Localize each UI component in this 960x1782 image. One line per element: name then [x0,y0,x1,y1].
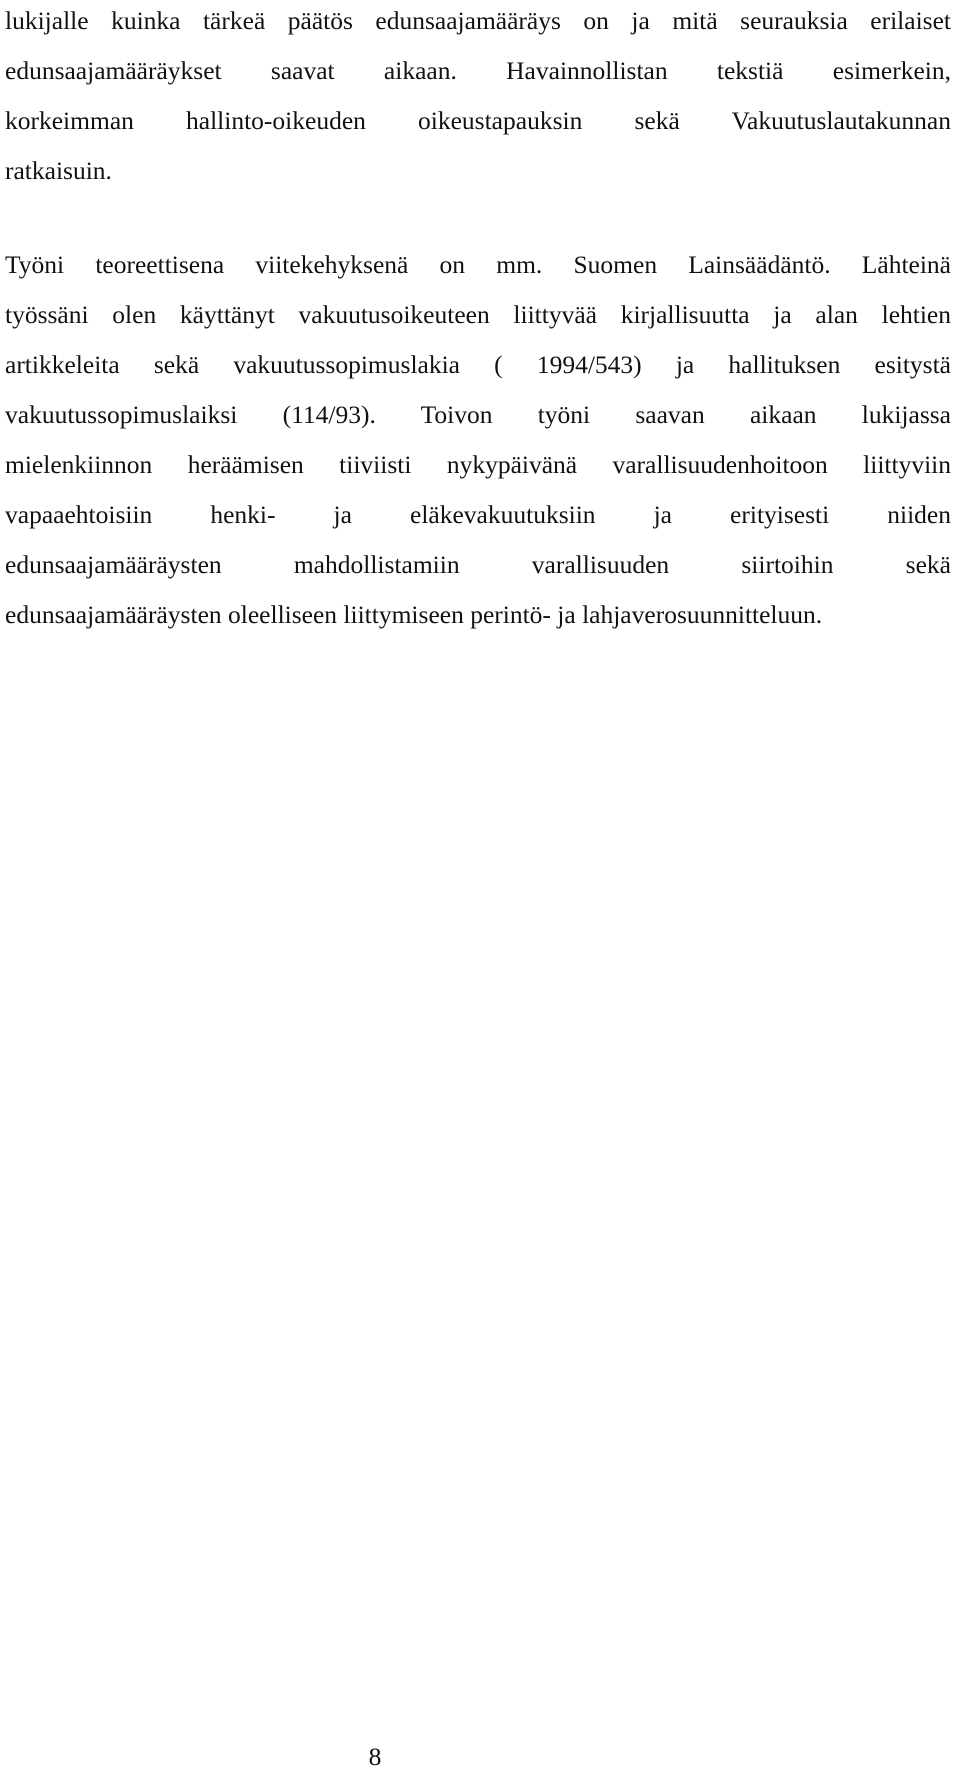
text-line: edunsaajamääräysten mahdollistamiin varallisuuden siirtoihin sekä [5,550,951,579]
text-line: mielenkiinnon heräämisen tiiviisti nykypäivänä varallisuudenhoitoon liittyviin [5,450,951,479]
text-line: työssäni olen käyttänyt vakuutusoikeuteen liittyvää kirjallisuutta ja alan lehtien [5,300,951,329]
page-number [5,1742,951,1772]
text-line: korkeimman hallinto-oikeuden oikeustapauksin sekä Vakuutuslautakunnan [5,106,951,135]
paragraph-framework [5,240,951,640]
text-line: vakuutussopimuslaiksi (114/93). Toivon työni saavan aikaan lukijassa [5,400,951,429]
text-line: artikkeleita sekä vakuutussopimuslakia ( 1994/543) ja hallituksen esitystä [5,350,951,379]
paragraph-intro [5,0,951,196]
text-line: edunsaajamääräykset saavat aikaan. Havainnollistan tekstiä esimerkein, [5,56,951,85]
text-line: ratkaisuin. [5,156,112,185]
page-number-label: 8 [368,1742,382,1771]
text-line: Työni teoreettisena viitekehyksenä on mm. Suomen Lainsäädäntö. Lähteinä [5,250,951,279]
text-line: vapaaehtoisiin henki- ja eläkevakuutuksiin ja erityisesti niiden [5,500,951,529]
text-line: edunsaajamääräysten oleelliseen liittymiseen perintö- ja lahjaverosuunnitteluun. [5,600,823,629]
text-line: lukijalle kuinka tärkeä päätös edunsaajamääräys on ja mitä seurauksia erilaiset [5,6,951,35]
